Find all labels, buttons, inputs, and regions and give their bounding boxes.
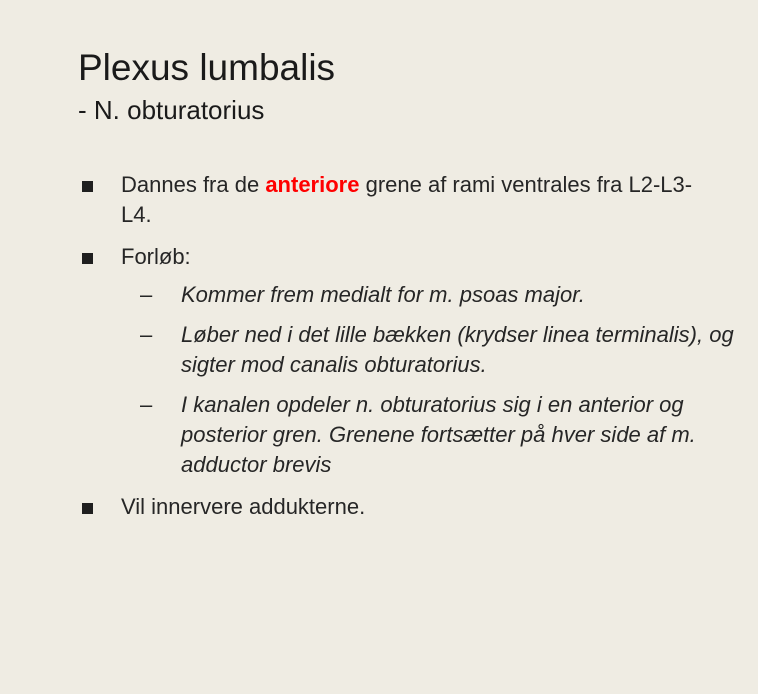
sub-bullet-list	[121, 280, 734, 480]
dash-marker: –	[140, 322, 153, 347]
square-bullet-icon	[82, 503, 93, 514]
square-bullet-icon	[82, 253, 93, 264]
bullet-origin	[78, 170, 718, 230]
sub-bullet-item	[121, 390, 741, 480]
bullet-course-label: Forløb:	[121, 244, 191, 269]
sub-bullet-item	[121, 280, 741, 310]
sub-bullet-text: I kanalen opdeler n. obturatorius sig i en anterior og posterior gren. Grenene fortsætter på hver side af m. adductor brevis	[181, 392, 696, 477]
bullet-innervation	[78, 492, 718, 522]
slide-subtitle: - N. obturatorius	[78, 95, 265, 125]
sub-bullet-item	[121, 320, 741, 380]
dash-marker: –	[140, 392, 153, 417]
bullet-list	[78, 170, 734, 522]
bullet-origin-pre: Dannes fra de	[121, 172, 266, 197]
sub-bullet-text: Kommer frem medialt for m. psoas major.	[181, 282, 585, 307]
dash-marker: –	[140, 282, 153, 307]
bullet-origin-highlight: anteriore	[265, 172, 360, 197]
sub-bullet-text: Løber ned i det lille bækken (krydser linea terminalis), og sigter mod canalis obturatorius.	[181, 322, 734, 377]
bullet-course	[78, 242, 734, 480]
bullet-innervation-text: Vil innervere addukterne.	[121, 494, 366, 519]
square-bullet-icon	[82, 181, 93, 192]
bullet-origin-post: grene af rami ventrales fra L2-L3-L4.	[121, 172, 693, 227]
slide-title: Plexus lumbalis	[78, 47, 336, 88]
